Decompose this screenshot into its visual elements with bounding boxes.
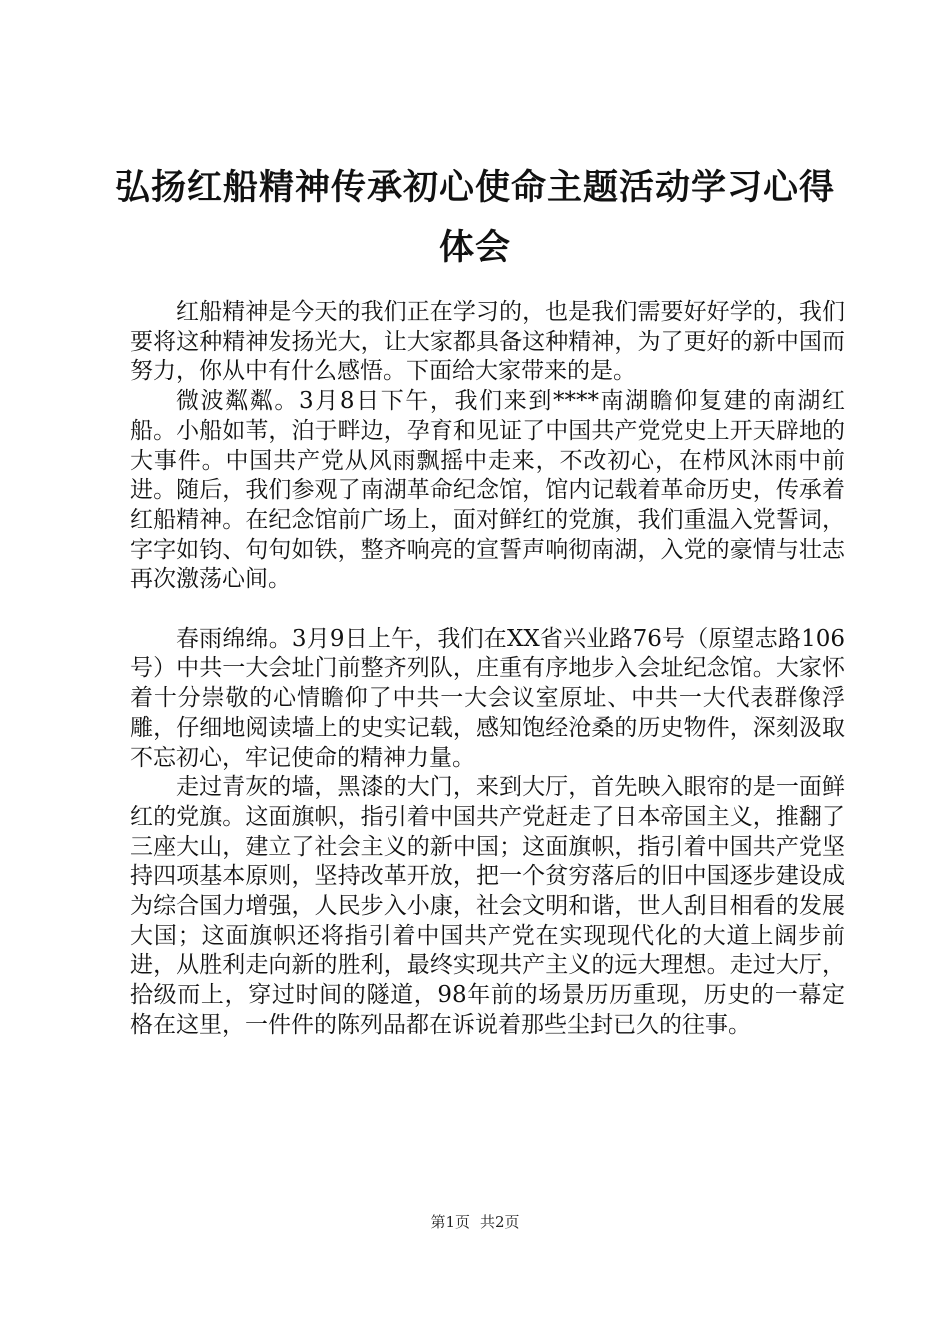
document-title: 弘扬红船精神传承初心使命主题活动学习心得体会	[114, 167, 835, 268]
page-total: 共2页	[480, 1213, 520, 1231]
page-number: 第1页	[430, 1213, 470, 1231]
paragraph-intro: 红船精神是今天的我们正在学习的，也是我们需要好好学的，我们要将这种精神发扬光大，让大家都具备这种精神，为了更好的新中国而努力，你从中有什么感悟。下面给大家带来的是。	[130, 299, 845, 385]
page-footer	[0, 1212, 950, 1232]
document-body	[130, 298, 845, 1041]
paragraph-nanhu: 微波粼粼。3月8日下午，我们来到****南湖瞻仰复建的南湖红船。小船如苇，泊于畔边，孕育和见证了中国共产党党史上开天辟地的大事件。中国共产党从风雨飘摇中走来，不改初心，在栉风沐雨中前进。随后，我们参观了南湖革命纪念馆，馆内记载着革命历史，传承着红船精神。在纪念馆前广场上，面对鲜红的党旗，我们重温入党誓词，字字如钧、句句如铁，整齐响亮的宣誓声响彻南湖，入党的豪情与壮志再次激荡心间。	[130, 388, 845, 593]
paragraph-spring-rain: 春雨绵绵。3月9日上午，我们在XX省兴业路76号（原望志路106号）中共一大会址门前整齐列队，庄重有序地步入会址纪念馆。大家怀着十分崇敬的心情瞻仰了中共一大会议室原址、中共一大代表群像浮雕，仔细地阅读墙上的史实记载，感知饱经沧桑的历史物件，深刻汲取不忘初心，牢记使命的精神力量。	[130, 625, 845, 771]
paragraph-hall: 走过青灰的墙，黑漆的大门，来到大厅，首先映入眼帘的是一面鲜红的党旗。这面旗帜，指引着中国共产党赶走了日本帝国主义，推翻了三座大山，建立了社会主义的新中国；这面旗帜，指引着中国共产党坚持四项基本原则，坚持改革开放，把一个贫穷落后的旧中国逐步建设成为综合国力增强，人民步入小康，社会文明和谐，世人刮目相看的发展大国；这面旗帜还将指引着中国共产党在实现现代化的大道上阔步前进，从胜利走向新的胜利，最终实现共产主义的远大理想。走过大厅，拾级而上，穿过时间的隧道，98年前的场景历历重现，历史的一幕定格在这里，一件件的陈列品都在诉说着那些尘封已久的往事。	[130, 774, 845, 1038]
